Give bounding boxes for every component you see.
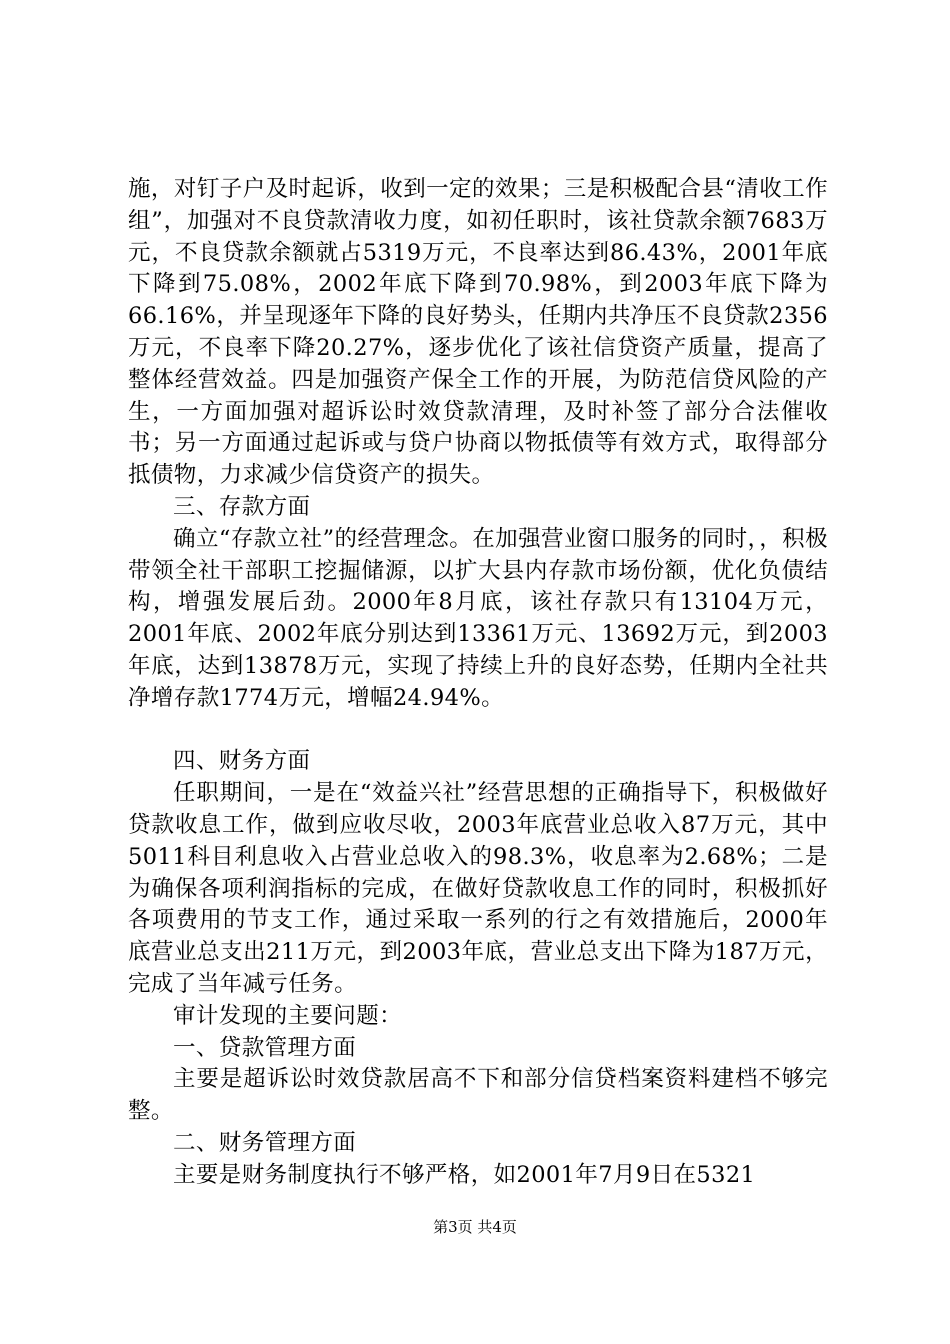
paragraph-loan-management: 主要是超诉讼时效贷款居高不下和部分信贷档案资料建档不够完整。 [128, 1066, 828, 1125]
paragraph-continuation: 施，对钉子户及时起诉，收到一定的效果；三是积极配合县“清收工作组”，加强对不良贷款清收力度，如初任职时，该社贷款余额7683万元，不良贷款余额就占5319万元，不良率达到86.43%，2001年底下降到75.08%，2002年底下降到70.98%，到2003年底下降为66.16%，并呈现逐年下降的良好势头，任期内共净压不良贷款2356万元，不良率下降20.27%，逐步优化了该社信贷资产质量，提高了整体经营效益。四是加强资产保全工作的开展，为防范信贷风险的产生，一方面加强对超诉讼时效贷款清理，及时补签了部分合法催收书；另一方面通过起诉或与贷户协商以物抵债等有效方式，取得部分抵债物，力求减少信贷资产的损失。 [128, 176, 828, 489]
section-heading-deposits: 三、存款方面 [173, 493, 311, 520]
paragraph-deposits: 确立“存款立社”的经营理念。在加强营业窗口服务的同时，，积极带领全社干部职工挖掘储源，以扩大县内存款市场份额，优化负债结构，增强发展后劲。2000年8月底，该社存款只有13104万元，2001年底、2002年底分别达到13361万元、13692万元，到2003年底，达到13878万元，实现了持续上升的良好态势，任期内全社共净增存款1774万元，增幅24.94%。 [128, 525, 828, 711]
page-footer: 第3页 共4页 [433, 1218, 517, 1236]
paragraph-finance: 任职期间，一是在“效益兴社”经营思想的正确指导下，积极做好贷款收息工作，做到应收尽收，2003年底营业总收入87万元，其中5011科目利息收入占营业总收入的98.3%，收息率为2.68%；二是为确保各项利润指标的完成，在做好贷款收息工作的同时，积极抓好各项费用的节支工作，通过采取一系列的行之有效措施后，2000年底营业总支出211万元，到2003年底，营业总支出下降为187万元，完成了当年减亏任务。 [128, 780, 828, 997]
blank-line [128, 715, 828, 747]
paragraph-finance-management: 主要是财务制度执行不够严格，如2001年7月9日在5321 [173, 1161, 756, 1188]
section-heading-loan-management: 一、贷款管理方面 [173, 1034, 357, 1061]
heading-audit-issues: 审计发现的主要问题： [173, 1002, 403, 1029]
document-body [128, 174, 828, 1192]
section-heading-finance-management: 二、财务管理方面 [173, 1129, 357, 1156]
section-heading-finance: 四、财务方面 [173, 748, 311, 775]
